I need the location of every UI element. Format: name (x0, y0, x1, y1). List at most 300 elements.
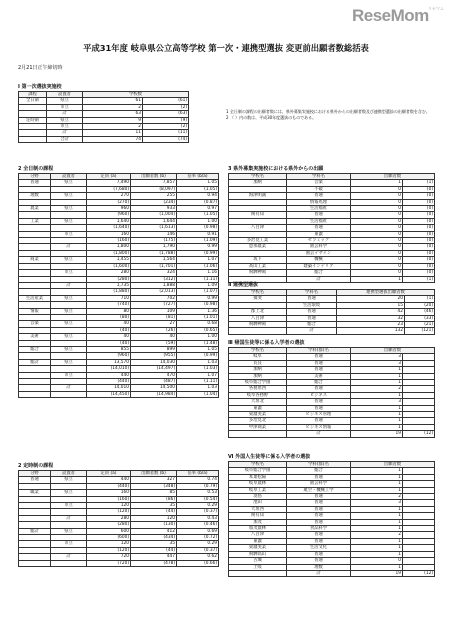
header-cell: 連携型選抜出願者数 (337, 290, 435, 296)
table-cell: (487) (131, 379, 177, 385)
header-cell: 学科名 (287, 174, 351, 180)
table-cell: (234) (131, 199, 177, 205)
table-cell: 1 (351, 564, 403, 570)
table-cell: (1.03) (177, 366, 219, 372)
table-cell: 航空・機械工学 (287, 487, 351, 493)
table-cell: (440) (87, 483, 131, 489)
table-cell: (2) (143, 104, 189, 110)
table-cell: (1.04) (177, 391, 219, 397)
table-cell: (14,497) (131, 366, 177, 372)
table-cell: 情報 (19, 308, 51, 314)
table-cell: 計 (287, 431, 351, 437)
table-cell: 計 (287, 328, 337, 334)
table-cell: 八百津 (229, 315, 287, 321)
table-cell: 東濃実業 (229, 412, 287, 418)
table-cell: 総合 (287, 322, 337, 328)
table-cell: (40) (87, 340, 131, 346)
table-cell: 0.74 (177, 477, 219, 483)
table-cell: 普通 (287, 354, 351, 360)
table-cell: 1 (351, 468, 403, 474)
table-cell: (1,800) (87, 250, 131, 256)
table-cell: 飛騨神岡 (229, 270, 287, 276)
header-cell: 学校名 (229, 462, 287, 468)
table-cell: 1 (351, 392, 403, 398)
section-title-outofpref: 3 県外募集実施校における県外からの出願 (228, 166, 324, 172)
table-cell: 普通 (287, 538, 351, 544)
table-cell: (120) (87, 547, 131, 553)
table-cell: 0 (351, 193, 403, 199)
table-cell: 普通 (287, 296, 337, 302)
table-cell: 0 (351, 199, 403, 205)
table-cell: (0) (403, 238, 435, 244)
table-cell: 県立 (51, 193, 87, 199)
table-cell: (120) (87, 509, 131, 515)
header-cell: 設置者 (51, 471, 87, 477)
table-cell: 機械 (287, 257, 351, 263)
table-cell: 総合 (287, 468, 351, 474)
table-cell: 総合 (287, 380, 351, 386)
table-cell: (955) (131, 353, 177, 359)
table-cell: 恵那農業 (229, 244, 287, 250)
table-returnees (228, 347, 435, 438)
table-cell: 飛騨高山 (229, 551, 287, 557)
table-cell: (312) (131, 276, 177, 282)
section-title-cooperative: Ⅱ 連携型選抜 (228, 282, 259, 288)
logo-text: ReseMom (352, 6, 429, 25)
table-cell (229, 328, 287, 334)
table-cell: 0 (351, 212, 403, 218)
table-cell (19, 560, 51, 566)
table-cell: 農業 (19, 206, 51, 212)
table-cell: (720) (87, 560, 131, 566)
table-cell: 120 (87, 541, 131, 547)
table-cell: 池田 (229, 500, 287, 506)
table-cell (51, 391, 87, 397)
table-cell: 総合 (287, 270, 351, 276)
table-cell (229, 570, 287, 576)
table-cell: 32 (337, 315, 405, 321)
table-cell: (2) (143, 124, 189, 130)
table-cell: 1 (351, 418, 403, 424)
table-cell: 42 (337, 309, 405, 315)
table-cell: 岐阜各務野 (229, 392, 287, 398)
table-cell: 食品科学 (287, 526, 351, 532)
header-cell: 設置者 (47, 92, 83, 98)
table-cell: (160) (87, 238, 131, 244)
table-cell: 音楽 (287, 180, 351, 186)
table-cell: 1.09 (177, 282, 219, 288)
table-cell: 県立 (51, 490, 87, 496)
table-cell: 加納 (229, 367, 287, 373)
header-cell: 課程 (19, 92, 47, 98)
header-cell: 出願者数 (351, 174, 435, 180)
table-cell: 9 (83, 117, 143, 123)
header-cell: 学科(群)名 (287, 348, 351, 354)
table-cell: 0.99 (177, 295, 219, 301)
table-cell: 1 (351, 545, 403, 551)
table-cell: 商業 (19, 257, 51, 263)
table-cell: 0 (351, 225, 403, 231)
header-cell: 分野 (19, 174, 51, 180)
table-cell: 普通 (287, 386, 351, 392)
table-cell: 710 (87, 295, 131, 301)
table-cell: 生活産業 (19, 295, 51, 301)
table-cell: 県立 (47, 98, 83, 104)
logo-subtext: リセマム (428, 6, 444, 11)
table-cell: (1,880) (87, 289, 131, 295)
table-cell: 0 (351, 238, 403, 244)
table-cell: 市立 (51, 270, 87, 276)
table-cell: (33) (405, 315, 435, 321)
table-cell: 1,800 (87, 244, 131, 250)
section-title-foreign: Ⅵ 外国人生徒等に係る入学者の選抜 (228, 454, 311, 460)
table-cell: 理数 (287, 564, 351, 570)
table-cell: (40) (87, 327, 131, 333)
table-cell: 園芸科学 (287, 244, 351, 250)
table-cell: 0.29 (177, 503, 219, 509)
table-cell: 市立 (51, 503, 87, 509)
table-cell: 27 (131, 321, 177, 327)
table-cell: 市立 (51, 541, 87, 547)
table-cell: (59) (131, 340, 177, 346)
table-cell: 県立 (51, 206, 87, 212)
table-cell: (0.79) (177, 483, 219, 489)
table-cell: 0 (351, 270, 403, 276)
table-cell: (0.98) (177, 302, 219, 308)
table-cell: 7,490 (87, 180, 131, 186)
table-cell: 普通 (19, 477, 51, 483)
table-cell: (0) (403, 225, 435, 231)
table-cell: 1.05 (177, 346, 219, 352)
table-cell: 中津商業 (229, 424, 287, 430)
table-cell: 2 (83, 104, 143, 110)
table-cell: (960) (87, 353, 131, 359)
table-cell: (740) (87, 302, 131, 308)
table-cell: (0) (403, 218, 435, 224)
table-cell: 15 (337, 302, 405, 308)
table-cell: (0.37) (177, 547, 219, 553)
table-cell: 1 (351, 506, 403, 512)
table-cell: (175) (131, 238, 177, 244)
table-cell: 19 (351, 431, 403, 437)
table-cell: 1 (351, 405, 403, 411)
table-cell: 計 (51, 282, 87, 288)
table-cell: 3 (351, 500, 403, 506)
table-cell: 普通 (287, 367, 351, 373)
table-cell: (14,984) (131, 391, 177, 397)
table-cell: 120 (131, 515, 177, 521)
header-cell: 出願者数 (b) (131, 174, 177, 180)
table-cell: 0 (351, 263, 403, 269)
table-cell: 160 (87, 231, 131, 237)
table-cell: 総計 (19, 528, 51, 534)
table-cell: 古城 (229, 558, 287, 564)
table-cell: 普通 (287, 519, 351, 525)
table-cell: 総合 (19, 346, 51, 352)
table-cell: (0) (403, 206, 435, 212)
table-cell: 1,640 (87, 218, 131, 224)
table-cell: 132 (337, 328, 405, 334)
table-cell: (478) (131, 560, 177, 566)
table-cell: (1.01) (177, 314, 219, 320)
table-cell: 全日制 (19, 98, 47, 104)
table-cell: 899 (131, 346, 177, 352)
table-cell: 14,030 (131, 359, 177, 365)
table-cell: 加茂 (229, 519, 287, 525)
table-cell: 109 (131, 308, 177, 314)
table-cell: 1,790 (131, 244, 177, 250)
table-cell: (1.11) (177, 276, 219, 282)
table-cell: 普通 (287, 500, 351, 506)
table-cell: 255 (131, 193, 177, 199)
table-cell: (960) (87, 212, 131, 218)
table-cell: (46) (405, 309, 435, 315)
table-cell: 3 (351, 354, 403, 360)
table-cell: 1 (351, 412, 403, 418)
table-cell: (61) (143, 98, 189, 104)
table-cell: 郡上北 (229, 309, 287, 315)
table-cell: 八百津 (229, 532, 287, 538)
table-cell: 普通 (287, 532, 351, 538)
header-cell: 定員 (a) (87, 471, 131, 477)
table-cell: (270) (87, 199, 131, 205)
table-cell: (600) (87, 535, 131, 541)
table-cell: 855 (87, 346, 131, 352)
table-cell: 県立 (51, 477, 87, 483)
table-fulltime (18, 173, 219, 398)
table-cell: (63) (143, 111, 189, 117)
table-cell: 県立 (51, 257, 87, 263)
table-cell: (0) (403, 250, 435, 256)
table-cell: (280) (87, 276, 131, 282)
table-cell: (1) (405, 296, 435, 302)
table-cell: (86) (131, 496, 177, 502)
table-cell: 1 (351, 180, 403, 186)
table-cell: 多治見北 (229, 418, 287, 424)
table-cell: 1 (351, 487, 403, 493)
table-cell: 80 (87, 308, 131, 314)
table-row (229, 570, 435, 576)
table-cell: 1 (351, 551, 403, 557)
table-cell: 多治見工業 (229, 238, 287, 244)
table-row (19, 560, 219, 566)
table-cell: 関有知 (229, 212, 287, 218)
table-cell: 東濃 (229, 538, 287, 544)
table-cell: 市立 (47, 104, 83, 110)
table-cell: 0 (351, 250, 403, 256)
table-cell: 普通 (287, 405, 351, 411)
table-cell: 園芸科学 (287, 481, 351, 487)
table-cell: 1 (351, 380, 403, 386)
table-cell: 1.03 (177, 359, 219, 365)
table-cell: 大垣西 (229, 506, 287, 512)
table-cell: 600 (87, 528, 131, 534)
table-cell: (727) (131, 302, 177, 308)
table-cell (51, 560, 87, 566)
table-cell: 412 (131, 528, 177, 534)
table-cell: 坂下 (229, 257, 287, 263)
table-cell: (14,450) (87, 391, 131, 397)
table-cell: 61 (83, 98, 143, 104)
table-cell: 0.69 (177, 528, 219, 534)
table-cell: 0.99 (177, 244, 219, 250)
table-cell: 1,888 (131, 282, 177, 288)
table-cell: 東濃 (287, 231, 351, 237)
table-cell: (0.98) (177, 225, 219, 231)
table-cell: 1,455 (87, 257, 131, 263)
table-cell: 14,010 (87, 385, 131, 391)
table-cell: 1 (351, 519, 403, 525)
table-cell: 県立 (51, 321, 87, 327)
table-cell: (1.05) (177, 186, 219, 192)
table-cell: (0) (403, 199, 435, 205)
table-cell: 85 (131, 490, 177, 496)
table-cell: (1,004) (131, 212, 177, 218)
table-cell: 計 (47, 130, 83, 136)
table-cell: (0.37) (177, 509, 219, 515)
table-cell: 146 (131, 231, 177, 237)
table-cell: 普通 (287, 225, 351, 231)
table-cell: 702 (131, 295, 177, 301)
table-cell: (12) (403, 570, 435, 576)
table-cell: 関有知 (229, 513, 287, 519)
table-cell: 0.97 (177, 206, 219, 212)
table-cell: 普通 (19, 180, 51, 186)
table-cell: 1.00 (177, 218, 219, 224)
table-cell: 2 (351, 532, 403, 538)
table-cell: (81) (131, 314, 177, 320)
table-cell: 0 (351, 558, 403, 564)
table-cell: 計 (51, 385, 87, 391)
table-cell: 1.36 (177, 308, 219, 314)
table-cell: 2 (351, 386, 403, 392)
table-cell: 計 (51, 244, 87, 250)
table-cell: 1 (351, 538, 403, 544)
table-row (19, 136, 189, 142)
table-cell: 普通 (287, 558, 351, 564)
table-cell: (121) (405, 328, 435, 334)
header-cell: 設置者 (51, 174, 87, 180)
table-cell: 定時制 (19, 117, 47, 123)
table-cell: 総計 (19, 359, 51, 365)
resemom-logo (352, 6, 444, 36)
table-cell: 960 (87, 206, 131, 212)
table-cell: (1) (403, 180, 435, 186)
table-cell: 470 (131, 372, 177, 378)
table-cell: 280 (87, 515, 131, 521)
table-cell: (12) (403, 431, 435, 437)
table-cell: 1 (351, 424, 403, 430)
table-cell: 35 (131, 541, 177, 547)
note-1: 1 全日制の課程の出願者数には、県外募集実施校における県外からの出願者数及び連携型選抜の出願者数を含む。 (226, 109, 430, 114)
table-cell: (1.06) (177, 263, 219, 269)
table-cell: (44) (131, 509, 177, 515)
table-cell: 普通 (287, 360, 351, 366)
table-cell: 160 (87, 490, 131, 496)
table-cell: 0 (351, 206, 403, 212)
table-cell: 2 (83, 124, 143, 130)
table-cell: 1,644 (131, 218, 177, 224)
section-title-returnees: Ⅲ 帰国生徒等に係る入学者の選抜 (228, 340, 305, 346)
table-cell: 市立 (47, 124, 83, 130)
table-cell: (1) (403, 276, 435, 282)
header-cell: 学校名 (229, 348, 287, 354)
table-cell: 0.53 (177, 490, 219, 496)
table-cell: ビジネス管理 (287, 412, 351, 418)
table-cell: 1.07 (177, 372, 219, 378)
table-cell: 県立 (51, 308, 87, 314)
table-cell: (1,613) (131, 225, 177, 231)
table-cell: 県立 (51, 180, 87, 186)
table-cell: ビジネス情報 (287, 424, 351, 430)
note-2: 2 （ ）内の数は、平成30年度選抜のものである。 (226, 115, 317, 120)
table-cell: 岐阜 (229, 354, 287, 360)
table-cell: 八百津 (229, 225, 287, 231)
table-cell: 普通 (287, 418, 351, 424)
table-cell: ビジネス (287, 392, 351, 398)
table-row (229, 328, 435, 334)
table-cell: 音楽 (19, 321, 51, 327)
table-cell: 情報処理 (287, 199, 351, 205)
table-cell: 計 (287, 570, 351, 576)
table-row (229, 276, 435, 282)
header-cell: 出願者数 (351, 348, 435, 354)
table-cell: 440 (87, 372, 131, 378)
table-cell: (9) (143, 117, 189, 123)
table-cell: (14,010) (87, 366, 131, 372)
header-cell: 倍率 (b/a) (177, 471, 219, 477)
header-cell: 学科(群)名 (287, 462, 351, 468)
header-cell: 学校数 (83, 92, 189, 98)
table-cell: 普通 (287, 474, 351, 480)
table-cell: (0) (403, 257, 435, 263)
table-cell: 0 (351, 244, 403, 250)
table-cell: (44) (131, 547, 177, 553)
table-cell: (0.66) (177, 560, 219, 566)
table-cell: 大垣北 (229, 399, 287, 405)
table-cell: 0.91 (177, 231, 219, 237)
table-cell: 1.16 (177, 270, 219, 276)
header-cell: 出願者数 (351, 462, 435, 468)
table-cell: (2,013) (131, 289, 177, 295)
table-cell: (21) (405, 322, 435, 328)
table-cell: (1,640) (87, 225, 131, 231)
table-cell: 1,564 (131, 257, 177, 263)
header-cell: 学校名 (229, 290, 287, 296)
table-cell: (0) (403, 244, 435, 250)
table-cell: (1,701) (131, 263, 177, 269)
table-cell: (348) (131, 483, 177, 489)
table-cell: 0.29 (177, 541, 219, 547)
table-cell: 加納 (229, 180, 287, 186)
table-cell: 計 (51, 515, 87, 521)
table-cell: 普通 (287, 315, 337, 321)
table-cell: 海津明誠 (229, 193, 287, 199)
table-cell: 工業 (19, 218, 51, 224)
table-cell: 1 (351, 373, 403, 379)
table-cell: 447 (131, 554, 177, 560)
header-cell: 学校名 (229, 174, 287, 180)
table-cell: 23 (337, 322, 405, 328)
table-cell: (80) (87, 314, 131, 320)
table-cell: 0 (351, 231, 403, 237)
header-cell: 分野 (19, 471, 51, 477)
table-cell: 建築インテリア (287, 263, 351, 269)
notes (226, 109, 444, 121)
table-cell: 720 (87, 554, 131, 560)
table-cell: 0.68 (177, 321, 219, 327)
table-cell: 岐阜総合学園 (229, 468, 287, 474)
